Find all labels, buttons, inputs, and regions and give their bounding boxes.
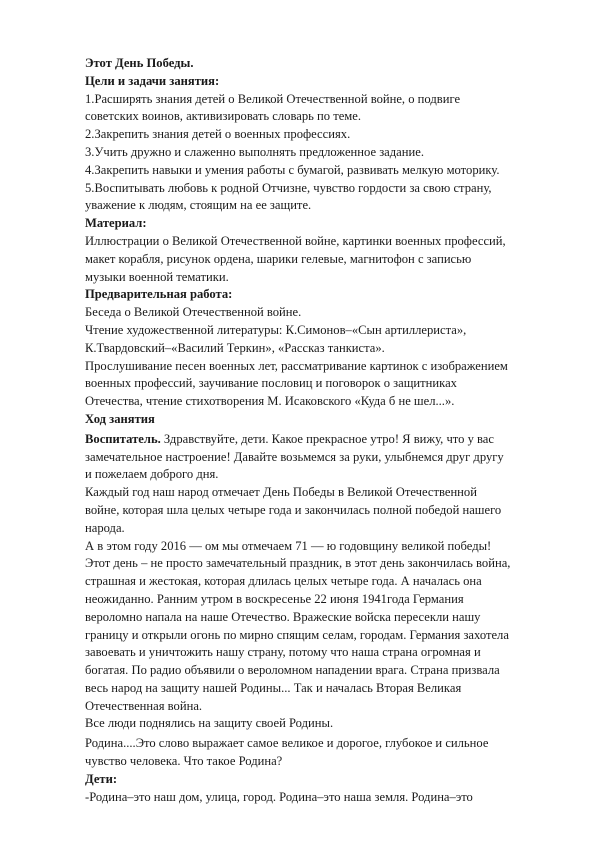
teacher-first-line — [85, 431, 545, 449]
text-line: Беседа о Великой Отечественной войне. — [85, 305, 302, 320]
teacher-greeting: Здравствуйте, дети. Какое прекрасное утро! Я вижу, что у вас — [160, 431, 494, 446]
text-line: завоевать и уничтожить нашу страну, потому что наша страна огромная и — [85, 645, 481, 660]
teacher-text — [85, 449, 545, 734]
text-line: Отечественная война. — [85, 698, 203, 713]
text-line: советских воинов, активизировать словарь по теме. — [85, 109, 362, 124]
text-line: Иллюстрации о Великой Отечественной войне, картинки военных профессий, — [85, 233, 506, 248]
text-line: уважение к людям, стоящим на ее защите. — [85, 198, 312, 213]
text-line: и пожелаем доброго дня. — [85, 467, 219, 482]
prep-text — [85, 304, 545, 411]
text-line: макет корабля, рисунок ордена, шарики гелевые, магнитофон с записью — [85, 251, 472, 266]
text-line: страшная и жестокая, которая длилась целых четыре года. А началась она — [85, 574, 482, 589]
rodina-text — [85, 735, 545, 771]
teacher-label: Воспитатель. — [85, 431, 161, 446]
text-line: народа. — [85, 520, 125, 535]
text-line: Все люди поднялись на защиту своей Родины. — [85, 716, 334, 731]
document-title: Этот День Победы. — [85, 56, 194, 70]
text-line: музыки военной тематики. — [85, 269, 229, 284]
text-line: 1.Расширять знания детей о Великой Отечественной войне, о подвиге — [85, 91, 461, 106]
material-heading: Материал: — [85, 216, 147, 231]
prep-heading: Предварительная работа: — [85, 287, 233, 302]
text-line: Прослушивание песен военных лет, рассматривание картинок с изображением — [85, 358, 508, 373]
text-line: Отечества, чтение стихотворения М. Исаковского «Куда б не шел...». — [85, 394, 455, 409]
text-line: неожиданно. Ранним утром в воскресенье 22 июня 1941года Германия — [85, 591, 464, 606]
text-line: К.Твардовский–«Василий Теркин», «Рассказ танкиста». — [85, 340, 385, 355]
text-line: Этот день – не просто замечательный праздник, в этот день закончилась война, — [85, 556, 511, 571]
children-text — [85, 789, 545, 807]
text-line: Каждый год наш народ отмечает День Победы в Великой Отечественной — [85, 485, 477, 500]
text-line: богатая. По радио объявили о вероломном нападении врага. Страна призвала — [85, 663, 500, 678]
text-line: войне, которая шла целых четыре года и закончилась полной победой нашего — [85, 502, 502, 517]
text-line: -Родина–это наш дом, улица, город. Родина–это наша земля. Родина–это — [85, 789, 473, 804]
text-line: А в этом году 2016 — ом мы отмечаем 71 — ю годовщину великой победы! — [85, 538, 492, 553]
text-line: чувство человека. Что такое Родина? — [85, 754, 283, 769]
text-line: 4.Закрепить навыки и умения работы с бумагой, развивать мелкую моторику. — [85, 162, 500, 177]
text-line: замечательное настроение! Давайте возьмемся за руки, улыбнемся друг другу — [85, 449, 504, 464]
text-line: военных профессий, заучивание пословиц и поговорок о защитниках — [85, 376, 457, 391]
course-heading: Ход занятия — [85, 411, 155, 426]
text-line: 2.Закрепить знания детей о военных профессиях. — [85, 127, 351, 142]
material-text — [85, 233, 545, 286]
text-line: Чтение художественной литературы: К.Симонов–«Сын артиллериста», — [85, 322, 467, 337]
text-line: 3.Учить дружно и слаженно выполнять предложенное задание. — [85, 144, 424, 159]
text-line: 5.Воспитывать любовь к родной Отчизне, чувство гордости за свою страну, — [85, 180, 492, 195]
document-body — [85, 55, 545, 806]
goals-list — [85, 91, 545, 216]
text-line: Родина....Это слово выражает самое великое и дорогое, глубокое и сильное — [85, 736, 489, 751]
children-heading: Дети: — [85, 771, 118, 786]
text-line: весь народ на защиту нашей Родины... Так и началась Вторая Великая — [85, 680, 462, 695]
text-line: границу и открыли огонь по мирно спящим селам, городам. Германия захотела — [85, 627, 509, 642]
goals-heading: Цели и задачи занятия: — [85, 73, 220, 88]
text-line: вероломно напала на наше Отечество. Вражеские войска пересекли нашу — [85, 609, 481, 624]
